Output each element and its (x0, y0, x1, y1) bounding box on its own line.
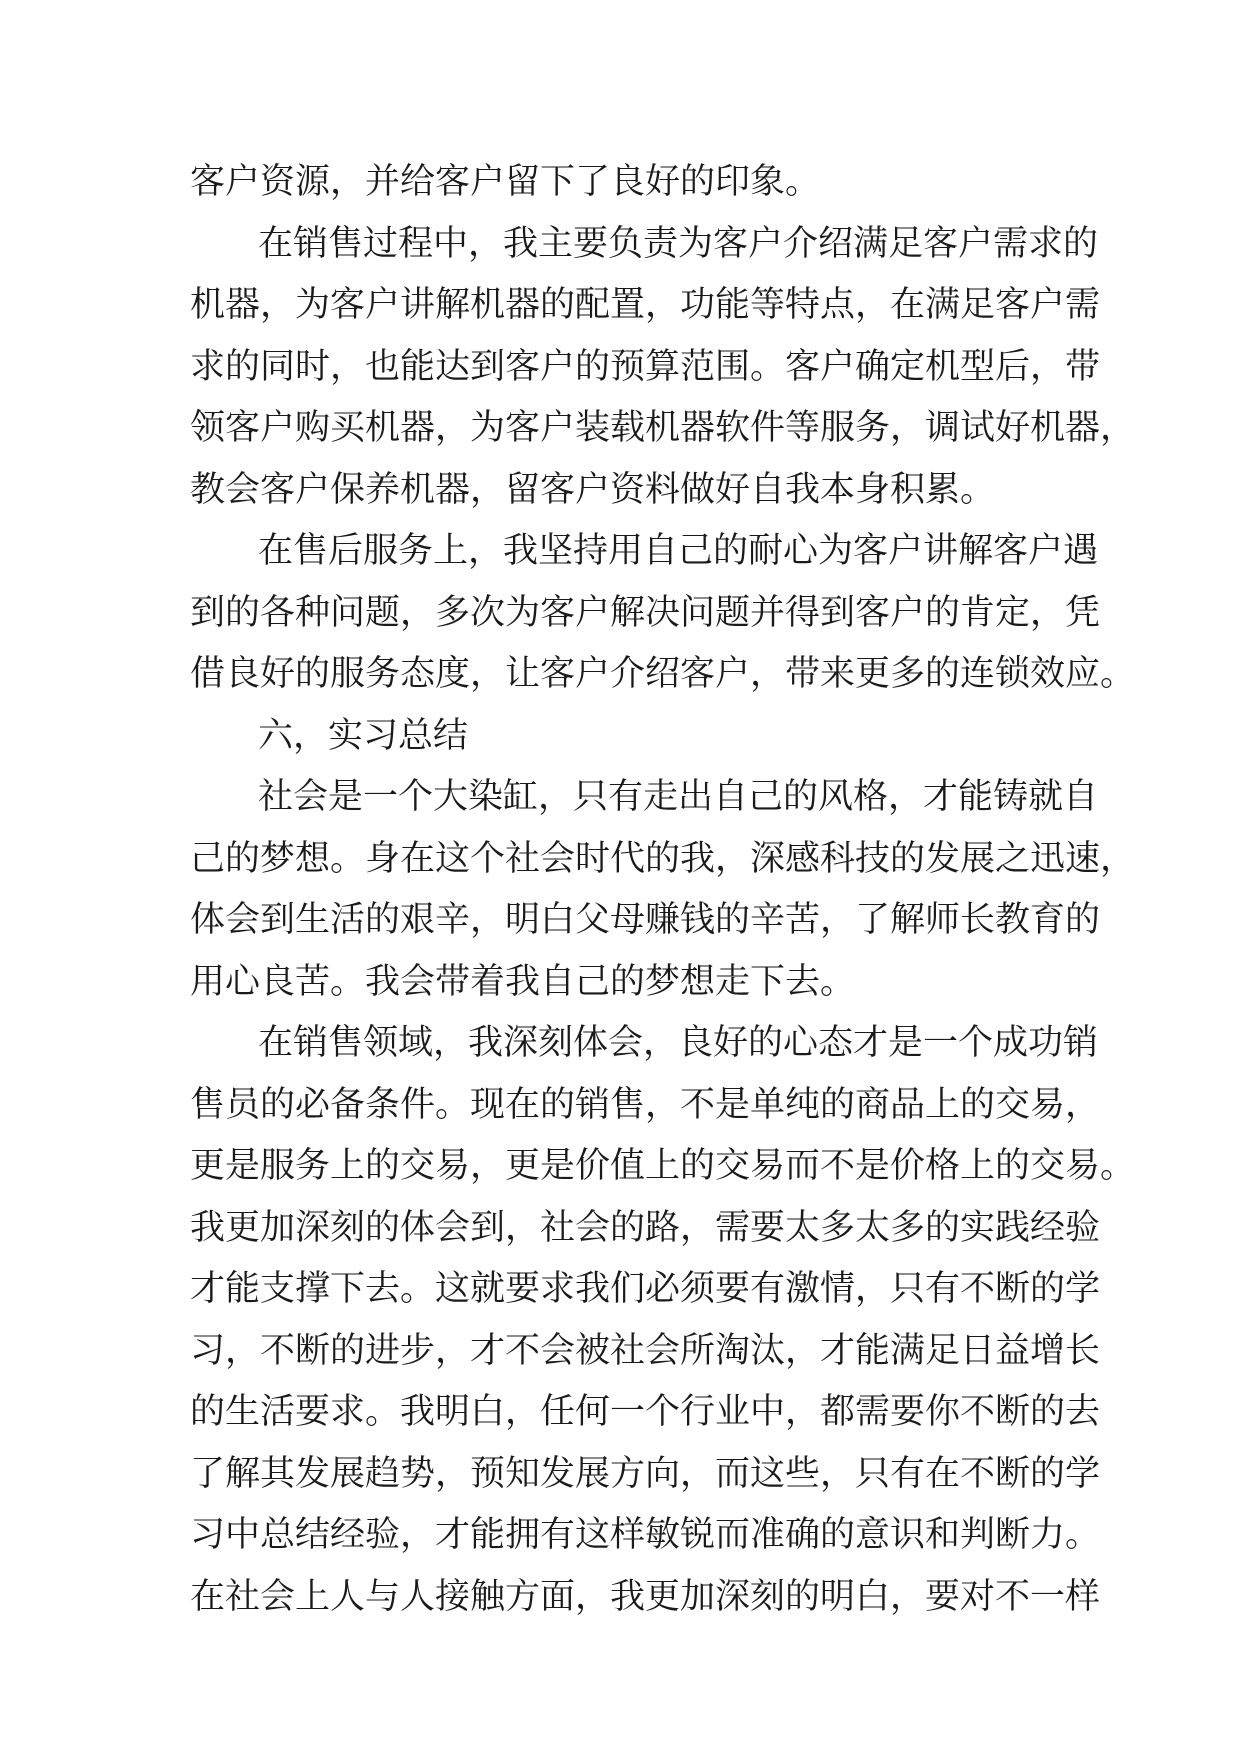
text-line: 客户资源，并给客户留下了良好的印象。 (190, 162, 821, 202)
text-line: 到的各种问题，多次为客户解决问题并得到客户的肯定，凭 (190, 592, 1101, 633)
text-line: 社会是一个大染缸，只有走出自己的风格，才能铸就自 (258, 777, 1099, 817)
text-line: 教会客户保养机器，留客户资料做好自我本身积累。 (190, 469, 996, 510)
text-line: 在销售过程中，我主要负责为客户介绍满足客户需求的 (258, 223, 1099, 264)
section-heading: 六，实习总结 (258, 715, 469, 756)
text-line: 在售后服务上，我坚持用自己的耐心为客户讲解客户遇 (258, 531, 1099, 571)
text-line: 领客户购买机器，为客户装载机器软件等服务，调试好机器， (190, 408, 1136, 448)
text-line: 求的同时，也能达到客户的预算范围。客户确定机型后，带 (190, 346, 1101, 387)
text-line: 在社会上人与人接触方面，我更加深刻的明白，要对不一样 (190, 1576, 1101, 1617)
text-line: 借良好的服务态度，让客户介绍客户，带来更多的连锁效应。 (190, 654, 1136, 694)
text-line: 己的梦想。身在这个社会时代的我，深感科技的发展之迅速， (190, 838, 1136, 879)
text-line: 售员的必备条件。现在的销售，不是单纯的商品上的交易， (190, 1084, 1101, 1125)
text-line: 才能支撑下去。这就要求我们必须要有激情，只有不断的学 (190, 1269, 1101, 1309)
text-line: 习中总结经验，才能拥有这样敏锐而准确的意识和判断力。 (190, 1515, 1101, 1555)
text-line: 我更加深刻的体会到，社会的路，需要太多太多的实践经验 (190, 1207, 1101, 1248)
text-line: 习，不断的进步，才不会被社会所淘汰，才能满足日益增长 (190, 1330, 1101, 1371)
text-line: 的生活要求。我明白，任何一个行业中，都需要你不断的去 (190, 1392, 1101, 1432)
text-line: 机器，为客户讲解机器的配置，功能等特点，在满足客户需 (190, 285, 1101, 325)
text-line: 了解其发展趋势，预知发展方向，而这些，只有在不断的学 (190, 1453, 1101, 1494)
body-text (190, 152, 1136, 1628)
text-line: 更是服务上的交易，更是价值上的交易而不是价格上的交易。 (190, 1146, 1136, 1186)
text-line: 体会到生活的艰辛，明白父母赚钱的辛苦，了解师长教育的 (190, 900, 1101, 940)
text-line: 用心良苦。我会带着我自己的梦想走下去。 (190, 961, 856, 1002)
text-line: 在销售领域，我深刻体会，良好的心态才是一个成功销 (258, 1023, 1099, 1063)
